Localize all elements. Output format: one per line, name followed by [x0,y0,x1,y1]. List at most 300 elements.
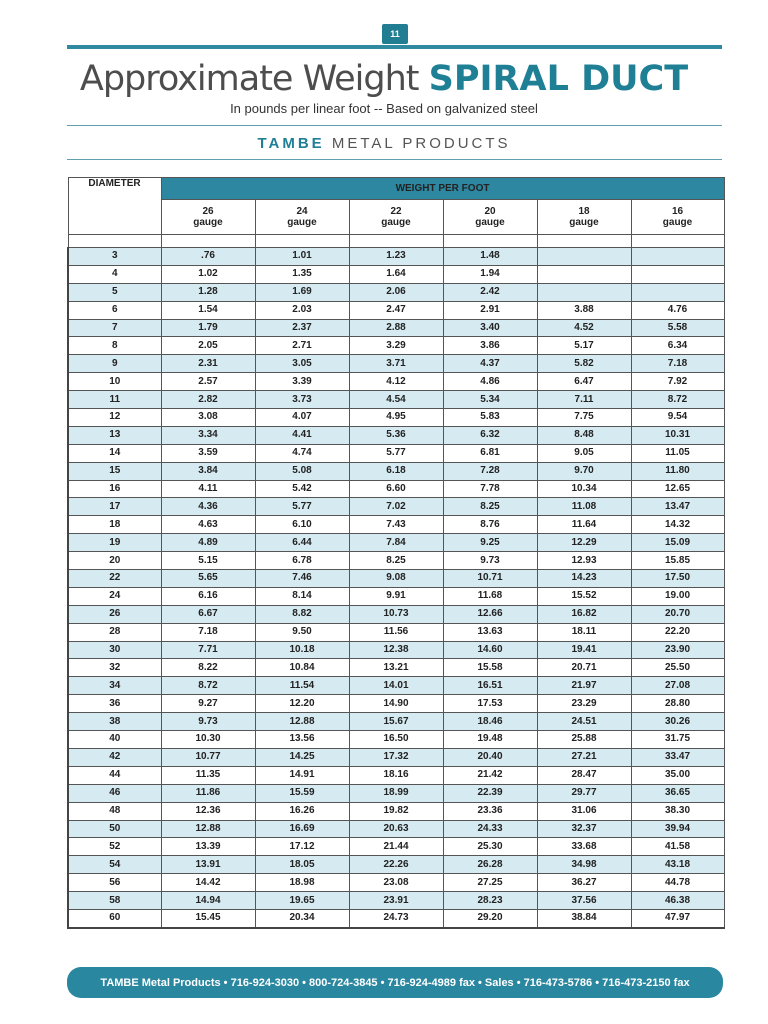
gauge-number: 16 [671,206,684,217]
table-row [68,498,724,516]
weight-cell: 9.54 [631,409,724,427]
diameter-cell: 10 [68,373,161,391]
weight-cell: 38.84 [537,909,631,927]
diameter-cell: 17 [68,498,161,516]
weight-cell: 24.51 [537,713,631,731]
weight-cell: 19.48 [443,731,537,749]
weight-cell: 7.18 [161,623,255,641]
weight-cell: 9.73 [161,713,255,731]
weight-cell: 25.30 [443,838,537,856]
weight-cell: 12.20 [255,695,349,713]
spacer-cell [443,235,537,248]
weight-cell: 3.86 [443,337,537,355]
gauge-word: gauge [475,217,505,228]
weight-cell: 17.50 [631,570,724,588]
gauge-number: 18 [578,206,590,217]
table-row [68,534,724,552]
weight-cell: 9.70 [537,462,631,480]
diameter-cell: 32 [68,659,161,677]
weight-cell: 16.50 [349,731,443,749]
weight-cell: 8.82 [255,605,349,623]
diameter-cell: 26 [68,605,161,623]
weight-cell: 7.92 [631,373,724,391]
weight-cell: 12.93 [537,552,631,570]
weight-cell: 28.80 [631,695,724,713]
gauge-number: 20 [484,206,496,217]
diameter-cell: 3 [68,248,161,266]
table-row [68,248,724,266]
weight-cell: 11.86 [161,784,255,802]
weight-cell: 24.73 [349,909,443,927]
weight-cell: 1.28 [161,283,255,301]
weight-cell: 5.77 [349,444,443,462]
weight-cell: 3.73 [255,391,349,409]
weight-cell: 3.88 [537,301,631,319]
weight-cell: 6.34 [631,337,724,355]
weight-cell: 5.17 [537,337,631,355]
spacer-cell [349,235,443,248]
table-row [68,552,724,570]
diameter-cell: 11 [68,391,161,409]
weight-cell: 12.65 [631,480,724,498]
weight-cell: 19.00 [631,587,724,605]
table-row [68,444,724,462]
diameter-cell: 9 [68,355,161,373]
gauge-header [631,200,724,235]
weight-cell: 20.71 [537,659,631,677]
weight-cell: 10.71 [443,570,537,588]
diameter-cell: 56 [68,874,161,892]
weight-cell: 7.02 [349,498,443,516]
weight-table-body [68,235,724,928]
weight-cell: 1.54 [161,301,255,319]
weight-cell: 29.20 [443,909,537,927]
diameter-cell: 13 [68,426,161,444]
weight-cell: 13.56 [255,731,349,749]
gauge-number: 26 [202,206,214,217]
weight-cell: 9.05 [537,444,631,462]
weight-cell: 25.50 [631,659,724,677]
gauge-word: gauge [193,217,223,228]
table-row [68,874,724,892]
weight-cell: 23.29 [537,695,631,713]
weight-cell: 38.30 [631,802,724,820]
weight-cell: 8.25 [349,552,443,570]
weight-cell: 21.44 [349,838,443,856]
weight-cell: 2.06 [349,283,443,301]
spacer-cell [631,235,724,248]
weight-cell: 6.16 [161,587,255,605]
page-title [0,58,768,100]
weight-cell: 4.07 [255,409,349,427]
table-row [68,695,724,713]
diameter-cell: 5 [68,283,161,301]
weight-cell: 31.06 [537,802,631,820]
gauge-header [443,200,537,235]
weight-cell: 18.11 [537,623,631,641]
weight-cell: 7.43 [349,516,443,534]
weight-cell: 10.30 [161,731,255,749]
table-row [68,731,724,749]
weight-cell: 20.63 [349,820,443,838]
weight-cell: 15.67 [349,713,443,731]
table-row [68,784,724,802]
weight-cell: 19.41 [537,641,631,659]
weight-cell: 15.58 [443,659,537,677]
weight-cell: 6.67 [161,605,255,623]
weight-cell: 36.65 [631,784,724,802]
weight-cell: 4.89 [161,534,255,552]
diameter-cell: 30 [68,641,161,659]
diameter-cell: 40 [68,731,161,749]
diameter-cell: 4 [68,265,161,283]
weight-cell: 14.60 [443,641,537,659]
weight-cell: 20.40 [443,748,537,766]
weight-cell [537,248,631,266]
weight-cell: 12.38 [349,641,443,659]
weight-cell: 19.82 [349,802,443,820]
weight-cell: 4.74 [255,444,349,462]
spacer-cell [255,235,349,248]
diameter-cell: 28 [68,623,161,641]
weight-cell: 4.11 [161,480,255,498]
weight-cell: 12.29 [537,534,631,552]
weight-cell: 34.98 [537,856,631,874]
weight-cell: 35.00 [631,766,724,784]
weight-cell: 14.42 [161,874,255,892]
weight-cell: 15.59 [255,784,349,802]
table-row [68,265,724,283]
weight-cell: 4.95 [349,409,443,427]
weight-cell: 5.65 [161,570,255,588]
weight-cell: 44.78 [631,874,724,892]
weight-cell: 22.26 [349,856,443,874]
weight-cell: 19.65 [255,892,349,910]
brand-line [0,135,768,152]
weight-cell: 27.21 [537,748,631,766]
weight-cell: 6.44 [255,534,349,552]
table-row [68,587,724,605]
weight-cell: 3.59 [161,444,255,462]
weight-cell: 24.33 [443,820,537,838]
weight-cell: 46.38 [631,892,724,910]
diameter-cell: 14 [68,444,161,462]
weight-cell: 33.47 [631,748,724,766]
spacer-cell [537,235,631,248]
table-row [68,641,724,659]
weight-cell: 1.79 [161,319,255,337]
weight-cell: 23.90 [631,641,724,659]
weight-cell: 41.58 [631,838,724,856]
weight-cell: 15.52 [537,587,631,605]
weight-cell: 4.37 [443,355,537,373]
table-row [68,516,724,534]
weight-cell: 5.77 [255,498,349,516]
weight-cell: 14.01 [349,677,443,695]
weight-cell: 10.18 [255,641,349,659]
table-row [68,713,724,731]
table-row [68,623,724,641]
diameter-cell: 48 [68,802,161,820]
weight-cell: 4.76 [631,301,724,319]
weight-cell: 4.54 [349,391,443,409]
weight-cell: 8.72 [161,677,255,695]
weight-cell: 5.36 [349,426,443,444]
table-row [68,570,724,588]
weight-cell: 15.45 [161,909,255,927]
divider-upper [67,125,722,126]
subtitle: In pounds per linear foot -- Based on galvanized steel [230,101,538,116]
weight-cell: 6.32 [443,426,537,444]
weight-cell: 17.53 [443,695,537,713]
weight-cell: 6.18 [349,462,443,480]
weight-cell: 10.84 [255,659,349,677]
weight-cell: 29.77 [537,784,631,802]
weight-cell: 2.03 [255,301,349,319]
weight-cell: 6.78 [255,552,349,570]
weight-cell: 20.70 [631,605,724,623]
weight-cell: 6.10 [255,516,349,534]
weight-cell: 4.36 [161,498,255,516]
weight-cell: 28.23 [443,892,537,910]
weight-cell: 13.39 [161,838,255,856]
diameter-cell: 15 [68,462,161,480]
weight-cell: 22.20 [631,623,724,641]
weight-cell: 12.66 [443,605,537,623]
weight-per-foot-header: WEIGHT PER FOOT [161,178,724,200]
diameter-cell: 22 [68,570,161,588]
weight-cell: 36.27 [537,874,631,892]
gauge-header [255,200,349,235]
weight-cell: 11.05 [631,444,724,462]
weight-cell: 18.16 [349,766,443,784]
weight-cell: 5.34 [443,391,537,409]
weight-cell: 7.18 [631,355,724,373]
weight-cell: 6.60 [349,480,443,498]
weight-cell: 2.82 [161,391,255,409]
table-row [68,838,724,856]
weight-cell: 21.42 [443,766,537,784]
table-row [68,480,724,498]
weight-cell: 1.48 [443,248,537,266]
table-row [68,909,724,927]
weight-cell: 27.08 [631,677,724,695]
weight-cell: 25.88 [537,731,631,749]
diameter-cell: 42 [68,748,161,766]
weight-cell: 8.76 [443,516,537,534]
weight-cell: 11.80 [631,462,724,480]
weight-cell: 4.41 [255,426,349,444]
weight-cell: 9.73 [443,552,537,570]
weight-cell: 2.37 [255,319,349,337]
diameter-cell: 6 [68,301,161,319]
weight-cell: 4.52 [537,319,631,337]
table-row [68,319,724,337]
weight-cell: 33.68 [537,838,631,856]
table-row [68,766,724,784]
weight-cell: 5.08 [255,462,349,480]
weight-cell: 13.21 [349,659,443,677]
weight-cell: 39.94 [631,820,724,838]
weight-cell: 15.85 [631,552,724,570]
gauge-number: 24 [296,206,308,217]
divider-lower [67,159,722,160]
weight-cell: 12.88 [161,820,255,838]
weight-cell: 13.63 [443,623,537,641]
gauge-header [349,200,443,235]
weight-cell: 10.31 [631,426,724,444]
weight-cell: 30.26 [631,713,724,731]
weight-cell: 23.36 [443,802,537,820]
weight-cell: 9.91 [349,587,443,605]
brand-rest: METAL PRODUCTS [331,135,511,152]
weight-cell: 7.75 [537,409,631,427]
weight-cell: 37.56 [537,892,631,910]
weight-cell: 2.47 [349,301,443,319]
weight-cell: 11.56 [349,623,443,641]
weight-cell: 23.91 [349,892,443,910]
weight-cell: 2.91 [443,301,537,319]
weight-cell: 1.35 [255,265,349,283]
diameter-cell: 24 [68,587,161,605]
weight-cell: 4.63 [161,516,255,534]
diameter-cell: 44 [68,766,161,784]
weight-cell: .76 [161,248,255,266]
weight-cell: 10.73 [349,605,443,623]
diameter-cell: 12 [68,409,161,427]
weight-cell: 1.01 [255,248,349,266]
weight-cell: 6.81 [443,444,537,462]
weight-cell: 8.22 [161,659,255,677]
weight-cell: 16.51 [443,677,537,695]
table-row [68,802,724,820]
table-row [68,892,724,910]
weight-cell: 1.64 [349,265,443,283]
weight-cell: 14.94 [161,892,255,910]
footer-contact-bar: TAMBE Metal Products • 716-924-3030 • 800-724-3845 • 716-924-4989 fax • Sales • 716-473-5786 • 716-473-2150 fax [67,967,723,998]
table-row [68,820,724,838]
weight-cell: 3.29 [349,337,443,355]
weight-cell: 3.08 [161,409,255,427]
diameter-cell: 19 [68,534,161,552]
weight-cell: 18.98 [255,874,349,892]
weight-cell: 18.05 [255,856,349,874]
weight-cell: 5.15 [161,552,255,570]
weight-cell: 31.75 [631,731,724,749]
weight-cell: 6.47 [537,373,631,391]
weight-cell: 14.23 [537,570,631,588]
spacer-cell [68,235,161,248]
gauge-word: gauge [381,217,411,228]
weight-cell: 17.32 [349,748,443,766]
diameter-cell: 7 [68,319,161,337]
weight-cell: 21.97 [537,677,631,695]
weight-cell: 43.18 [631,856,724,874]
weight-cell: 1.23 [349,248,443,266]
weight-cell: 14.32 [631,516,724,534]
weight-cell: 1.94 [443,265,537,283]
weight-cell: 1.69 [255,283,349,301]
weight-cell: 3.39 [255,373,349,391]
weight-cell: 7.84 [349,534,443,552]
page-number: 11 [382,24,408,44]
gauge-header-row [68,200,724,235]
weight-cell: 5.82 [537,355,631,373]
weight-cell: 8.48 [537,426,631,444]
weight-cell: 10.34 [537,480,631,498]
table-row [68,409,724,427]
weight-cell [631,283,724,301]
top-rule [67,45,722,49]
spacer-cell [161,235,255,248]
diameter-cell: 46 [68,784,161,802]
table-row [68,856,724,874]
table-row [68,391,724,409]
diameter-cell: 8 [68,337,161,355]
weight-cell: 5.58 [631,319,724,337]
weight-cell [537,265,631,283]
weight-cell: 10.77 [161,748,255,766]
diameter-cell: 50 [68,820,161,838]
weight-cell: 9.25 [443,534,537,552]
gauge-word: gauge [287,217,317,228]
weight-cell: 11.54 [255,677,349,695]
weight-cell [631,248,724,266]
weight-cell: 13.91 [161,856,255,874]
weight-cell: 9.27 [161,695,255,713]
table-row [68,677,724,695]
weight-cell: 17.12 [255,838,349,856]
gauge-header [537,200,631,235]
weight-cell: 7.46 [255,570,349,588]
weight-cell: 5.42 [255,480,349,498]
weight-cell: 8.14 [255,587,349,605]
diameter-cell: 60 [68,909,161,927]
weight-cell: 3.40 [443,319,537,337]
weight-cell: 8.72 [631,391,724,409]
weight-cell: 8.25 [443,498,537,516]
table-row [68,659,724,677]
weight-cell: 16.69 [255,820,349,838]
weight-cell: 9.50 [255,623,349,641]
weight-cell: 11.35 [161,766,255,784]
diameter-cell: 18 [68,516,161,534]
gauge-word: gauge [569,217,599,228]
weight-cell: 4.86 [443,373,537,391]
weight-cell: 9.08 [349,570,443,588]
weight-cell: 32.37 [537,820,631,838]
weight-cell: 22.39 [443,784,537,802]
weight-cell: 7.78 [443,480,537,498]
table-row [68,283,724,301]
diameter-header: DIAMETER [68,178,161,235]
table-row [68,462,724,480]
weight-cell: 11.68 [443,587,537,605]
table-row [68,605,724,623]
weight-cell: 7.28 [443,462,537,480]
table-row [68,301,724,319]
weight-cell: 18.46 [443,713,537,731]
gauge-header [161,200,255,235]
weight-cell: 13.47 [631,498,724,516]
title-light: Approximate Weight [79,59,419,99]
brand-bold: TAMBE [257,135,325,152]
weight-cell: 7.71 [161,641,255,659]
gauge-word: gauge [662,217,693,228]
weight-cell: 18.99 [349,784,443,802]
diameter-cell: 34 [68,677,161,695]
weight-cell: 2.88 [349,319,443,337]
